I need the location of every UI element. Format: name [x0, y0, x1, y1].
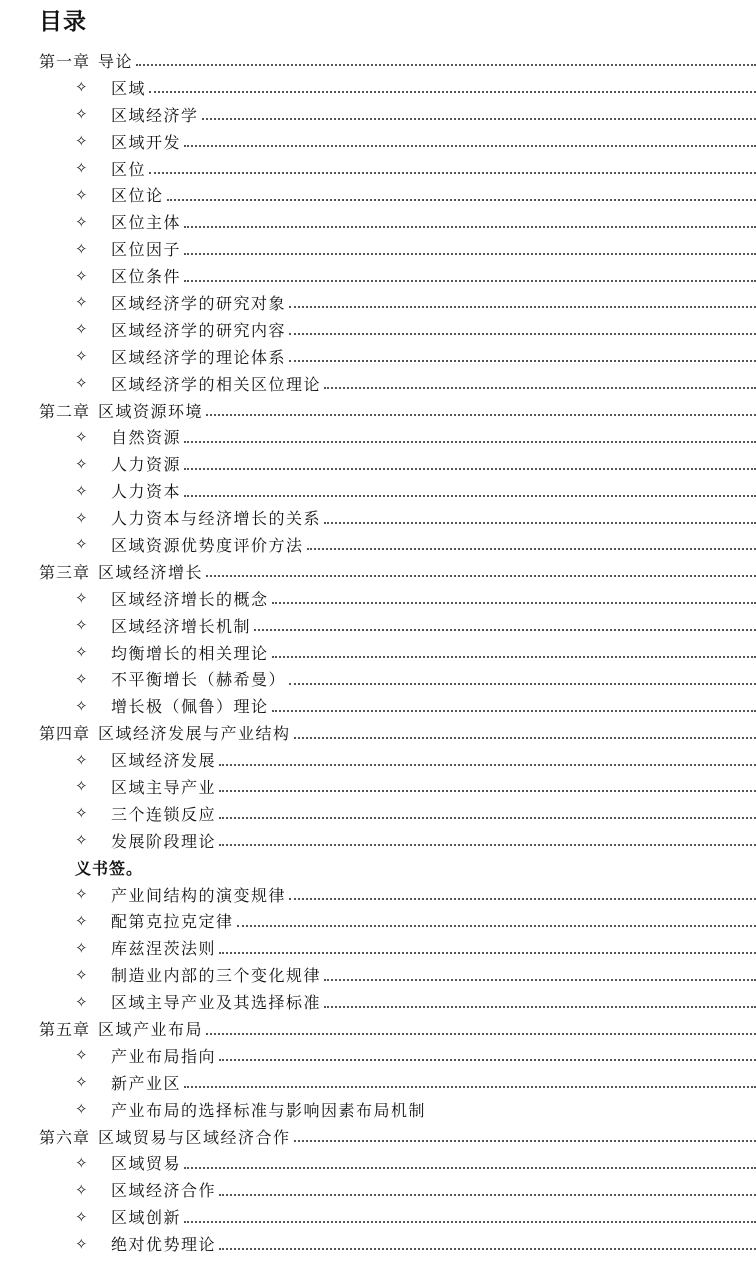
- toc-item-row[interactable]: [0, 289, 756, 316]
- toc-item-label: 区域开发: [111, 132, 182, 152]
- dot-leader: [149, 90, 756, 93]
- toc-item-label: 区域经济学的相关区位理论: [111, 374, 322, 394]
- toc-item-row[interactable]: [0, 773, 756, 800]
- toc-item-label: 三个连锁反应: [111, 804, 217, 824]
- toc-item-label: 区域经济学的研究内容: [111, 320, 287, 340]
- dot-leader: [184, 1085, 756, 1088]
- toc-item-row[interactable]: [0, 827, 756, 854]
- toc-item-label: 区位条件: [111, 267, 182, 287]
- toc-item-row[interactable]: [0, 746, 756, 773]
- toc-item-label: 区域经济增长的概念: [111, 589, 269, 609]
- diamond-star-bullet-icon: ✧: [75, 1046, 88, 1065]
- toc-item-label: 区位主体: [111, 213, 182, 233]
- diamond-star-bullet-icon: ✧: [75, 481, 88, 500]
- diamond-star-bullet-icon: ✧: [75, 427, 88, 446]
- diamond-star-bullet-icon: ✧: [75, 293, 88, 312]
- toc-item-row[interactable]: [0, 585, 756, 612]
- toc-item-row[interactable]: [0, 74, 756, 101]
- dot-leader: [219, 951, 756, 954]
- toc-item-row[interactable]: [0, 423, 756, 450]
- toc-item-label: 区位因子: [111, 240, 182, 260]
- dot-leader: [219, 763, 756, 766]
- dot-leader: [254, 628, 756, 631]
- toc-item-label: 产业布局指向: [111, 1046, 217, 1066]
- dot-leader: [202, 117, 756, 120]
- diamond-star-bullet-icon: ✧: [75, 535, 88, 554]
- dot-leader: [184, 440, 756, 443]
- diamond-star-bullet-icon: ✧: [75, 78, 88, 97]
- toc-item-row[interactable]: [0, 988, 756, 1015]
- toc-item-row[interactable]: [0, 881, 756, 908]
- dot-leader: [219, 1193, 756, 1196]
- chapter-number: 第五章: [39, 1020, 91, 1039]
- dot-leader: [184, 252, 756, 255]
- toc-item-label: 区位论: [111, 186, 164, 206]
- toc-item-row[interactable]: [0, 155, 756, 182]
- toc-item-row[interactable]: [0, 612, 756, 639]
- toc-item-row[interactable]: [0, 504, 756, 531]
- toc-item-label: 自然资源: [111, 428, 182, 448]
- dot-leader: [184, 1166, 756, 1169]
- toc-item-row[interactable]: [0, 101, 756, 128]
- toc-item-row[interactable]: [0, 1042, 756, 1069]
- diamond-star-bullet-icon: ✧: [75, 992, 88, 1011]
- chapter-number: 第三章: [39, 562, 91, 582]
- toc-item-label: 库兹涅茨法则: [111, 939, 217, 959]
- toc-item-label: 人力资本与经济增长的关系: [111, 509, 322, 529]
- diamond-star-bullet-icon: ✧: [75, 374, 88, 393]
- dot-leader: [136, 63, 756, 66]
- chapter-title: 区域经济增长: [98, 562, 204, 582]
- diamond-star-bullet-icon: ✧: [75, 105, 88, 124]
- dot-leader: [289, 897, 756, 900]
- diamond-star-bullet-icon: ✧: [75, 185, 88, 204]
- toc-item-label: 区域经济学的理论体系: [111, 347, 287, 367]
- chapter-title: 区域产业布局: [98, 1020, 204, 1039]
- toc-item-row[interactable]: [0, 531, 756, 558]
- toc-chapter-row[interactable]: [0, 558, 756, 585]
- dot-leader: [206, 574, 756, 577]
- toc-item-label: 区域资源优势度评价方法: [111, 535, 304, 555]
- diamond-star-bullet-icon: ✧: [75, 965, 88, 984]
- diamond-star-bullet-icon: ✧: [75, 1234, 88, 1253]
- dot-leader: [289, 359, 756, 362]
- chapter-number: 第一章: [39, 51, 91, 71]
- toc-item-label: 区域经济学的研究对象: [111, 293, 287, 313]
- dot-leader: [289, 682, 756, 685]
- dot-leader: [294, 1139, 756, 1142]
- dot-leader: [324, 386, 756, 389]
- toc-item-row[interactable]: [0, 316, 756, 343]
- dot-leader: [219, 1058, 756, 1061]
- dot-leader: [184, 494, 756, 497]
- chapter-number: 第六章: [39, 1127, 91, 1147]
- dot-leader: [219, 1247, 756, 1250]
- toc-item-row[interactable]: [0, 665, 756, 692]
- diamond-star-bullet-icon: ✧: [75, 1073, 88, 1092]
- dot-leader: [272, 709, 756, 712]
- toc-item-row[interactable]: [0, 370, 756, 397]
- diamond-star-bullet-icon: ✧: [75, 696, 88, 715]
- table-of-contents: [0, 47, 756, 1257]
- dot-leader: [184, 1220, 756, 1223]
- diamond-star-bullet-icon: ✧: [75, 454, 88, 473]
- diamond-star-bullet-icon: ✧: [75, 159, 88, 177]
- toc-item-label: 区域经济合作: [111, 1181, 217, 1201]
- bookmark-note: 义书签。: [75, 858, 144, 878]
- toc-item-label: 配第克拉克定律: [111, 912, 234, 932]
- toc-item-row[interactable]: [0, 1230, 756, 1257]
- diamond-star-bullet-icon: ✧: [75, 669, 88, 688]
- chapter-title: 区域经济发展与产业结构: [98, 724, 291, 744]
- toc-item-label: 发展阶段理论: [111, 831, 217, 851]
- toc-item-label: 增长极（佩鲁）理论: [111, 697, 269, 717]
- toc-item-row[interactable]: [0, 1176, 756, 1203]
- diamond-star-bullet-icon: ✧: [75, 1180, 88, 1199]
- toc-item-label: 区域经济增长机制: [111, 616, 252, 636]
- diamond-star-bullet-icon: ✧: [75, 911, 88, 930]
- toc-item-row[interactable]: [0, 477, 756, 504]
- toc-chapter-row[interactable]: [0, 397, 756, 424]
- toc-chapter-row[interactable]: [0, 719, 756, 746]
- toc-item-row[interactable]: [0, 800, 756, 827]
- dot-leader: [167, 198, 756, 201]
- toc-item-label: 区域创新: [111, 1208, 182, 1228]
- diamond-star-bullet-icon: ✧: [75, 831, 88, 850]
- diamond-star-bullet-icon: ✧: [75, 508, 88, 527]
- dot-leader: [324, 1005, 756, 1008]
- dot-leader: [184, 144, 756, 147]
- toc-item-row[interactable]: [0, 181, 756, 208]
- toc-item-row[interactable]: [0, 961, 756, 988]
- toc-chapter-row[interactable]: [0, 1015, 756, 1042]
- toc-item-label: 制造业内部的三个变化规律: [111, 966, 322, 986]
- dot-leader: [294, 736, 756, 739]
- dot-leader: [324, 978, 756, 981]
- dot-leader: [272, 601, 756, 604]
- dot-leader: [184, 467, 756, 470]
- chapter-title: 导论: [98, 51, 134, 71]
- toc-item-row[interactable]: [0, 934, 756, 961]
- dot-leader: [237, 924, 756, 927]
- toc-item-label: 产业布局的选择标准与影响因素布局机制: [111, 1100, 427, 1120]
- dot-leader: [289, 305, 756, 308]
- toc-item-row[interactable]: [0, 262, 756, 289]
- dot-leader: [206, 413, 756, 416]
- toc-item-row[interactable]: [0, 1203, 756, 1230]
- toc-item-row[interactable]: [0, 343, 756, 370]
- diamond-star-bullet-icon: ✧: [75, 750, 88, 769]
- toc-item-label: 人力资本: [111, 482, 182, 502]
- toc-item-label: 区域贸易: [111, 1154, 182, 1174]
- toc-item-row[interactable]: [0, 208, 756, 235]
- diamond-star-bullet-icon: ✧: [75, 589, 88, 608]
- diamond-star-bullet-icon: ✧: [75, 347, 88, 366]
- diamond-star-bullet-icon: ✧: [75, 885, 88, 904]
- chapter-number: 第二章: [39, 401, 91, 421]
- dot-leader: [206, 1032, 756, 1035]
- toc-item-label: 区域: [111, 78, 147, 98]
- diamond-star-bullet-icon: ✧: [75, 1207, 88, 1226]
- dot-leader: [324, 521, 756, 524]
- diamond-star-bullet-icon: ✧: [75, 320, 88, 339]
- toc-item-label: 新产业区: [111, 1073, 182, 1093]
- dot-leader: [149, 171, 756, 174]
- toc-item-label: 区域主导产业及其选择标准: [111, 993, 322, 1013]
- diamond-star-bullet-icon: ✧: [75, 1100, 88, 1119]
- toc-item-row[interactable]: [0, 639, 756, 666]
- chapter-title: 区域贸易与区域经济合作: [98, 1127, 291, 1147]
- toc-item-row[interactable]: [0, 128, 756, 155]
- diamond-star-bullet-icon: ✧: [75, 616, 88, 635]
- toc-item-label: 不平衡增长（赫希曼）: [111, 670, 287, 690]
- diamond-star-bullet-icon: ✧: [75, 266, 88, 285]
- dot-leader: [219, 816, 756, 819]
- dot-leader: [184, 279, 756, 282]
- diamond-star-bullet-icon: ✧: [75, 212, 88, 231]
- diamond-star-bullet-icon: ✧: [75, 239, 88, 258]
- toc-chapter-row[interactable]: [0, 1123, 756, 1150]
- toc-item-label: 均衡增长的相关理论: [111, 643, 269, 663]
- diamond-star-bullet-icon: ✧: [75, 1153, 88, 1172]
- dot-leader: [184, 225, 756, 228]
- toc-item-label: 人力资源: [111, 455, 182, 475]
- diamond-star-bullet-icon: ✧: [75, 132, 88, 151]
- toc-item-row[interactable]: [0, 1096, 756, 1123]
- toc-item-label: 区域主导产业: [111, 777, 217, 797]
- dot-leader: [307, 547, 756, 550]
- toc-item-row[interactable]: [0, 1150, 756, 1177]
- toc-item-label: 区域经济学: [111, 105, 199, 125]
- toc-item-row[interactable]: [0, 692, 756, 719]
- toc-item-row[interactable]: [0, 235, 756, 262]
- toc-item-row[interactable]: [0, 450, 756, 477]
- diamond-star-bullet-icon: ✧: [75, 777, 88, 796]
- toc-item-label: 区位: [111, 159, 147, 179]
- dot-leader: [289, 332, 756, 335]
- toc-item-row[interactable]: [0, 908, 756, 935]
- chapter-title: 区域资源环境: [98, 401, 204, 421]
- toc-item-label: 绝对优势理论: [111, 1235, 217, 1255]
- toc-item-row[interactable]: [0, 1069, 756, 1096]
- diamond-star-bullet-icon: ✧: [75, 804, 88, 823]
- toc-item-label: 产业间结构的演变规律: [111, 885, 287, 905]
- dot-leader: [219, 789, 756, 792]
- toc-item-label: 区域经济发展: [111, 751, 217, 771]
- diamond-star-bullet-icon: ✧: [75, 643, 88, 662]
- chapter-number: 第四章: [39, 724, 91, 744]
- diamond-star-bullet-icon: ✧: [75, 938, 88, 957]
- page-title: 目录: [39, 9, 87, 35]
- dot-leader: [219, 843, 756, 846]
- dot-leader: [272, 655, 756, 658]
- toc-chapter-row[interactable]: [0, 47, 756, 74]
